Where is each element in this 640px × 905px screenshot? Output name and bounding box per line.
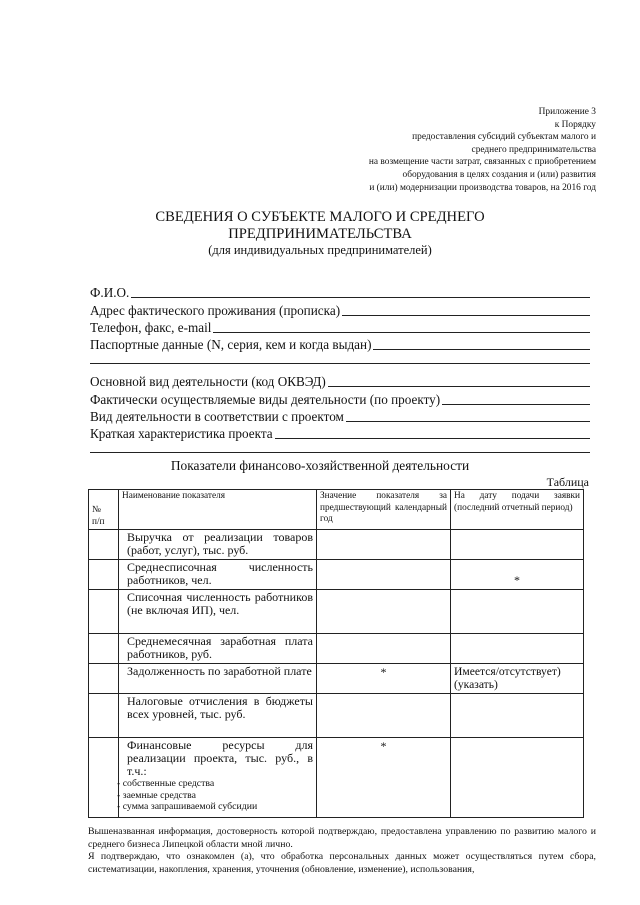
field-okved[interactable] [90,372,590,389]
field-address[interactable] [90,300,590,317]
table-header-row [89,490,584,530]
row-wage-arrears: Задолженность по заработной плате [119,664,317,694]
cell-revenue-current[interactable] [451,530,584,560]
field-okved-label: Основной вид деятельности (код ОКВЭД) [90,374,326,390]
field-actual-line[interactable] [442,393,590,405]
header-application-date: На дату подачи заявки (последний отчетный период) [451,490,584,530]
field-brief-label: Краткая характеристика проекта [90,426,273,442]
title-line-2: ПРЕДПРИНИМАТЕЛЬСТВА [228,225,412,242]
row-headcount: Списочная численность работников (не включая ИП), чел. [119,590,317,634]
appendix-line: к Порядку [554,119,596,130]
cell-avg-salary-current[interactable] [451,634,584,664]
footer-paragraph-1: Вышеназванная информация, достоверность которой подтверждаю, предоставлена управлению по развитию малого и среднего бизнеса Липецкой области мной лично. [88,826,596,850]
row-avg-salary: Среднемесячная заработная плата работников, руб. [119,634,317,664]
appendix-header [369,106,596,194]
table-row [89,664,584,694]
field-passport[interactable] [90,335,590,352]
financial-indicators-table [88,489,584,818]
footer-paragraph-2: Я подтверждаю, что ознакомлен (а), что обработка персональных данных может осуществляться путем сбора, систематизации, накопления, хранения, уточнения (обновление, изменение), использования, [88,851,596,875]
asterisk-mark: * [380,665,387,679]
header-number: № п/п [89,490,119,530]
sub-requested-subsidy: - сумма запрашиваемой субсидии [117,801,258,812]
document-title [0,209,640,258]
cell-avg-salary-prev[interactable] [317,634,451,664]
title-subtitle: (для индивидуальных предпринимателей) [208,243,432,257]
footer-statement [88,826,596,876]
field-passport-label: Паспортные данные (N, серия, кем и когда выдан) [90,337,372,353]
field-phone-label: Телефон, факс, e-mail [90,319,212,335]
sub-borrowed-funds: - заемные средства [117,789,197,801]
appendix-line: Приложение 3 [538,107,596,117]
appendix-line: среднего предпринимательства [471,144,596,155]
field-phone-line[interactable] [213,321,590,333]
field-actual-activities[interactable] [90,389,590,406]
field-brief-line-2[interactable] [90,441,590,453]
field-related-line[interactable] [346,410,590,422]
appendix-line: и (или) модернизации производства товаров, на 2016 год [369,182,596,193]
field-address-line[interactable] [342,304,590,316]
table-row [89,530,584,560]
row-avg-headcount: Среднесписочная численность работников, чел. [119,560,317,590]
field-fio-line[interactable] [131,286,590,298]
cell-revenue-prev[interactable] [317,530,451,560]
cell-financial-current[interactable] [451,738,584,818]
field-address-label: Адрес фактического проживания (прописка) [90,302,341,318]
table-row [89,738,584,818]
field-passport-line[interactable] [373,338,590,350]
field-project-brief[interactable] [90,424,590,441]
table-row [89,590,584,634]
sub-own-funds: - собственные средства [117,778,215,789]
appendix-line: предоставления субсидий субъектам малого и [412,132,596,143]
field-okved-line[interactable] [328,375,590,387]
field-related-label: Вид деятельности в соответствии с проектом [90,409,344,425]
field-fio[interactable] [90,283,590,300]
table-title: Показатели финансово-хозяйственной деятельности [170,458,470,473]
appendix-line: оборудования в целях создания и (или) развития [402,169,596,180]
table-row [89,634,584,664]
field-fio-label: Ф.И.О. [90,285,130,301]
cell-wage-arrears-prev[interactable] [317,664,451,694]
cell-wage-arrears-current[interactable]: Имеется/отсутствует) (указать) [451,664,584,694]
field-brief-continued[interactable] [90,441,590,455]
cell-taxes-current[interactable] [451,694,584,738]
row-taxes: Налоговые отчисления в бюджеты всех уровней, тыс. руб. [119,694,317,738]
table-row [89,694,584,738]
cell-taxes-prev[interactable] [317,694,451,738]
asterisk-mark: * [514,573,520,587]
cell-headcount-prev[interactable] [317,590,451,634]
row-revenue: Выручка от реализации товаров (работ, услуг), тыс. руб. [119,530,317,560]
row-financial-resources [119,738,317,818]
title-line-1: СВЕДЕНИЯ О СУБЪЕКТЕ МАЛОГО И СРЕДНЕГО [155,209,485,225]
field-phone[interactable] [90,318,590,335]
cell-avg-headcount-current[interactable] [451,560,584,590]
appendix-line: на возмещение части затрат, связанных с приобретением [368,157,596,168]
table-caption: Таблица [546,475,589,489]
field-brief-line[interactable] [275,427,590,439]
cell-headcount-current[interactable] [451,590,584,634]
field-passport-line-2[interactable] [90,352,590,364]
header-indicator-name: Наименование показателя [119,490,317,530]
row-financial-resources-label: Финансовые ресурсы для реализации проекта, тыс. руб., в т.ч.: [127,738,313,778]
field-actual-label: Фактически осуществляемые виды деятельности (по проекту) [90,391,441,407]
cell-financial-prev[interactable] [317,738,451,818]
field-project-activity[interactable] [90,407,590,424]
field-passport-continued[interactable] [90,352,590,366]
header-previous-year: Значение показателя за предшествующий календарный год [317,490,451,530]
asterisk-mark: * [380,739,387,753]
table-row [89,560,584,590]
applicant-fields [90,283,590,455]
cell-avg-headcount-prev[interactable] [317,560,451,590]
